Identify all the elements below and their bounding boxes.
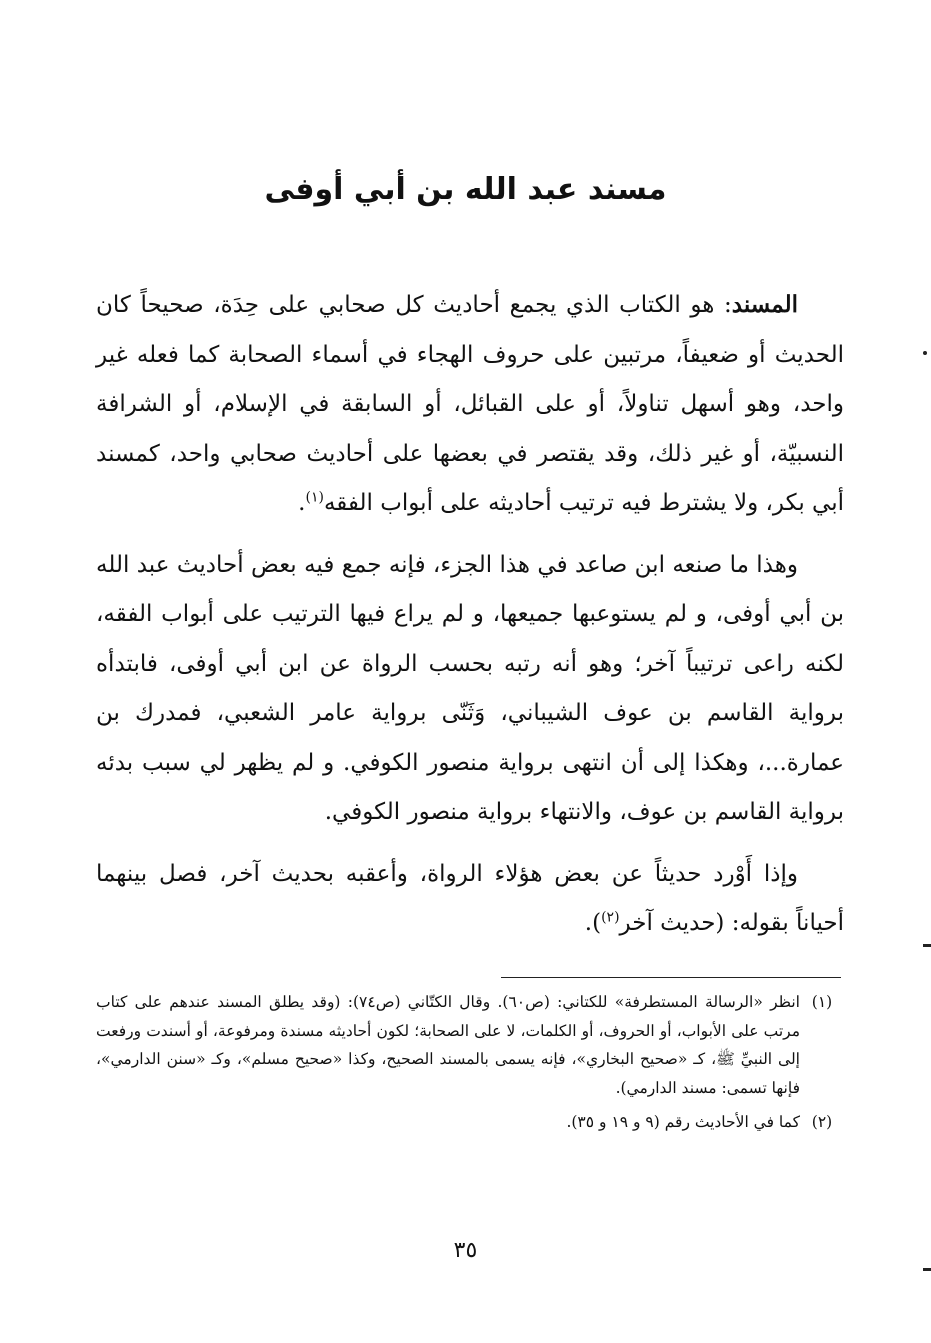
main-text: [96, 280, 844, 961]
scan-mark: [923, 351, 927, 355]
defined-term: المسند: [731, 291, 798, 318]
paragraph-text: وهذا ما صنعه ابن صاعد في هذا الجزء، فإنه جمع فيه بعض أحاديث عبد الله بن أبي أوفى، و لم يستوعبها جميعها، و لم يراع فيها الترتيب على أبواب الفقه، لكنه راعى ترتيباً آخر؛ وهو أنه رتبه بحسب الرواة عن ابن أبي أوفى، فابتدأه برواية القاسم بن عوف الشيباني، وَثَنّى برواية عامر الشعبي، فمدرك بن عمارة...، وهكذا إلى أن انتهى برواية منصور الكوفي. و لم يظهر لي سبب بدئه برواية القاسم بن عوف، والانتهاء برواية منصور الكوفي.: [96, 551, 844, 825]
footnote-text: كما في الأحاديث رقم (٩ و ١٩ و ٣٥).: [566, 1113, 800, 1131]
page-title: مسند عبد الله بن أبي أوفى: [264, 172, 667, 207]
footnote-ref-2[interactable]: (٢): [601, 909, 620, 926]
page-number: ٣٥: [453, 1238, 478, 1263]
footnote-number: (٢): [811, 1113, 833, 1131]
paragraph-method: [96, 541, 844, 838]
paragraph-definition: [96, 280, 844, 529]
footnote-2: [96, 1108, 844, 1137]
paragraph-end: ).: [584, 910, 602, 936]
scan-mark: [923, 944, 931, 947]
paragraph-text: : هو الكتاب الذي يجمع أحاديث كل صحابي على حِدَة، صحيحاً كان الحديث أو ضعيفاً، مرتبين على حروف الهجاء في أسماء الصحابة كما فعله غير واحد، وهو أسهل تناولاً، أو على القبائل، أو السابقة في الإسلام، أو الشرافة النسبيّة، أو غير ذلك، وقد يقتصر في بعضها على أحاديث صحابي واحد، كمسند أبي بكر، ولا يشترط فيه ترتيب أحاديثه على أبواب الفقه: [96, 292, 844, 516]
scan-mark: [923, 1268, 931, 1271]
paragraph-text: وإذا أَوْرد حديثاً عن بعض هؤلاء الرواة، وأعقبه بحديث آخر، فصل بينهما أحياناً بقوله: (حديث آخر: [96, 860, 844, 936]
footnote-number: (١): [811, 993, 833, 1011]
paragraph-end: .: [298, 490, 306, 516]
footnote-divider: [501, 977, 841, 978]
footnotes: [96, 988, 844, 1143]
footnote-ref-1[interactable]: (١): [305, 489, 324, 506]
footnote-text: انظر «الرسالة المستطرفة» للكتاني: (ص٦٠). وقال الكتّاني (ص٧٤): (وقد يطلق المسند عندهم على كتاب مرتب على الأبواب، أو الحروف، أو الكلمات، لا على الصحابة؛ لكون أحاديثه مسندة ومرفوعة، أو أسندت ورفعت إلى النبيِّ ﷺ، كـ «صحيح البخاري»، فإنه يسمى بالمسند الصحيح، وكذا «صحيح مسلم»، وكـ «سنن الدارمي»، فإنها تسمى: مسند الدارمي).: [96, 993, 800, 1097]
paragraph-separator: [96, 850, 844, 949]
footnote-1: [96, 988, 844, 1102]
